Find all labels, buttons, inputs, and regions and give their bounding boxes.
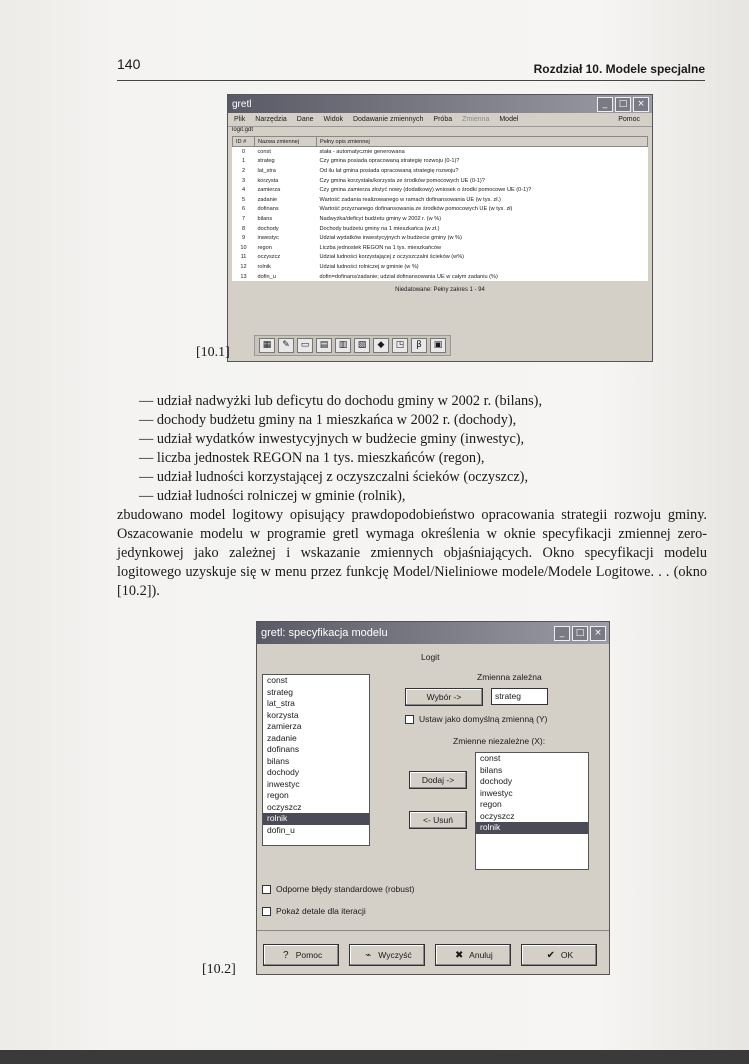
row-description: Wartość zadania realizowanego w ramach dofinansowania UE (w tys. zł.) <box>319 196 501 203</box>
cancel-icon: ✖ <box>454 949 464 961</box>
variable-table <box>232 136 648 281</box>
menu-dane[interactable]: Dane <box>296 116 314 123</box>
row-id: 8 <box>241 225 246 232</box>
menu-model[interactable]: Model <box>499 116 519 123</box>
ok-icon: ✔ <box>546 949 556 961</box>
bullet-rolnik: — udział ludności rolniczej w gminie (rolnik), <box>139 488 406 504</box>
list-item[interactable]: zadanie <box>267 732 297 743</box>
details-checkbox[interactable] <box>262 907 271 916</box>
table-row[interactable] <box>233 147 648 157</box>
toolbar <box>254 335 451 356</box>
dataset-name: logit.gdt <box>232 127 254 133</box>
dependent-variable-field[interactable]: strateg <box>491 688 548 705</box>
row-description: Wartość przyznanego dofinansowania ze środków pomocowych UE (w tys. zł) <box>319 206 513 213</box>
list-item[interactable]: dofinans <box>267 744 300 754</box>
beta-icon[interactable]: β <box>411 338 427 353</box>
clear-button[interactable] <box>349 944 425 966</box>
list-item[interactable]: dofin_u <box>267 824 295 835</box>
broom-icon: ⌁ <box>365 949 372 961</box>
table-icon[interactable]: ▣ <box>430 338 446 353</box>
list-item[interactable]: inwestyc <box>480 787 513 798</box>
status-bar: Niedatowane: Pełny zakres 1 - 94 <box>395 287 485 294</box>
dependent-label: Zmienna zależna <box>477 672 542 682</box>
row-description: stała - automatycznie generowana <box>319 148 405 155</box>
menu-widok[interactable]: Widok <box>323 116 343 123</box>
row-name: regon <box>257 244 272 251</box>
spec-minimize-button[interactable]: _ <box>554 626 570 641</box>
table-row[interactable] <box>233 253 648 263</box>
select-dependent-button[interactable]: Wybór -> <box>405 688 483 706</box>
model-spec-window <box>256 621 610 975</box>
help-icon: ? <box>282 949 289 961</box>
ok-button-label: OK <box>560 950 574 960</box>
row-name: dochody <box>257 225 279 232</box>
table-row[interactable] <box>233 243 648 253</box>
row-description: Liczba jednostek REGON na 1 tys. mieszkańców <box>319 244 442 251</box>
window-titlebar <box>228 95 652 113</box>
independent-variables-list[interactable] <box>475 752 589 870</box>
row-id: 10 <box>240 244 247 251</box>
graph-icon[interactable]: ▥ <box>335 338 351 353</box>
list-item[interactable]: dochody <box>480 776 513 786</box>
independent-label: Zmienne niezależne (X): <box>453 736 546 746</box>
details-checkbox-label: Pokaż detale dla iteracji <box>276 906 366 916</box>
console-icon[interactable]: ▭ <box>297 338 313 353</box>
separator <box>257 930 609 931</box>
list-item[interactable]: oczyszcz <box>480 810 515 821</box>
clear-button-label: Wyczyść <box>378 950 412 960</box>
table-row[interactable] <box>233 224 648 234</box>
list-item[interactable]: rolnik <box>476 822 588 834</box>
body-paragraph: zbudowano model logitowy opisujący prawdopodobieństwo opracowania strategii rozwoju gminy. Oszacowanie modelu w programie gretl wymaga określenia w oknie specyfikacji zmiennej zero-jedynkowej jako zależnej i wskazanie zmiennych objaśniających. Okno specyfikacji modelu logitowego uzyskuje się w menu przez funkcję Model/Nieliniowe modele/Modele Logitowe. . . (okno [10.2]). <box>117 507 707 599</box>
row-description: Od ilu lat gmina posiada opracowaną strategię rozwoju? <box>319 167 459 174</box>
spec-titlebar <box>257 622 609 644</box>
add-button[interactable]: Dodaj -> <box>409 771 467 789</box>
row-name: dofin_u <box>257 273 276 280</box>
close-button[interactable]: × <box>633 97 649 112</box>
row-id: 6 <box>241 206 246 213</box>
row-id: 11 <box>240 254 247 261</box>
row-description: dofin=dofinans/zadanie; udział dofinansowania UE w całym zadaniu (%) <box>319 273 498 280</box>
page-number: 140 <box>117 56 141 72</box>
table-row[interactable] <box>233 205 648 215</box>
row-name: const <box>257 148 271 155</box>
row-name: lat_stra <box>257 167 276 174</box>
ok-button[interactable] <box>521 944 597 966</box>
bullet-dochody: — dochody budżetu gminy na 1 mieszkańca w 2002 r. (dochody), <box>139 412 517 428</box>
list-item[interactable]: bilans <box>480 764 503 775</box>
chapter-title: Rozdział 10. Modele specjalne <box>533 62 705 76</box>
calculator-icon[interactable]: ▦ <box>259 338 275 353</box>
row-name: rolnik <box>257 263 271 270</box>
row-description: Czy gmina zamierza złożyć nowy (dodatkowy) wniosek o środki pomocowe UE (0-1)? <box>319 187 532 194</box>
row-id: 7 <box>241 215 246 222</box>
list-item[interactable]: oczyszcz <box>267 801 302 812</box>
row-id: 2 <box>241 167 246 174</box>
col-id[interactable]: ID # <box>233 137 255 147</box>
row-name: inwestyc <box>257 235 279 242</box>
menu-pomoc[interactable]: Pomoc <box>618 116 640 123</box>
table-row[interactable] <box>233 272 648 282</box>
row-id: 5 <box>241 196 246 203</box>
table-row[interactable] <box>233 233 648 243</box>
script-icon[interactable]: ✎ <box>278 338 294 353</box>
list-item[interactable]: rolnik <box>263 813 369 825</box>
row-id: 13 <box>240 273 247 280</box>
menu-dodawanie[interactable]: Dodawanie zmiennych <box>352 116 424 123</box>
available-variables-list[interactable] <box>262 674 370 846</box>
col-desc[interactable]: Pełny opis zmiennej <box>317 137 648 147</box>
remove-button[interactable]: <- Usuń <box>409 811 467 829</box>
table-row[interactable] <box>233 185 648 195</box>
gretl-main-window <box>227 94 653 362</box>
default-checkbox-label: Ustaw jako domyślną zmienną (Y) <box>419 714 548 724</box>
row-id: 4 <box>241 187 246 194</box>
bullet-inwestyc: — udział wydatków inwestycyjnych w budżecie gminy (inwestyc), <box>139 431 525 447</box>
default-checkbox-row[interactable] <box>405 714 548 724</box>
table-row[interactable] <box>233 195 648 205</box>
list-item[interactable]: regon <box>480 799 502 809</box>
figure-label-10-1: [10.1] <box>196 345 230 360</box>
row-id: 0 <box>241 148 246 155</box>
menu-zmienna[interactable]: Zmienna <box>462 116 490 123</box>
row-description: Udział ludności rolniczej w gminie (w %) <box>319 263 419 270</box>
row-name: strateg <box>257 158 275 165</box>
list-item[interactable]: strateg <box>267 686 293 697</box>
row-description: Czy gmina korzystała/korzysta ze środków pomocowych UE (0-1)? <box>319 177 485 184</box>
default-checkbox[interactable] <box>405 715 414 724</box>
menu-plik[interactable]: Plik <box>234 116 246 123</box>
row-description: Udział ludności korzystającej z oczyszczalni ścieków (w%) <box>319 254 465 261</box>
model-type-label: Logit <box>421 652 440 662</box>
menubar <box>228 113 652 127</box>
minimize-button[interactable]: _ <box>597 97 613 112</box>
list-item[interactable]: korzysta <box>267 709 299 720</box>
row-name: oczyszcz <box>257 254 281 261</box>
row-name: bilans <box>257 215 273 222</box>
bullet-bilans: — udział nadwyżki lub deficytu do dochodu gminy w 2002 r. (bilans), <box>139 393 543 409</box>
row-name: dofinans <box>257 206 279 213</box>
robust-checkbox-row[interactable] <box>262 884 414 894</box>
table-row[interactable] <box>233 262 648 272</box>
scan-edge <box>0 1050 749 1064</box>
robust-checkbox[interactable] <box>262 885 271 894</box>
table-row[interactable] <box>233 166 648 176</box>
table-row[interactable] <box>233 214 648 224</box>
list-item[interactable]: const <box>267 675 288 685</box>
bullet-oczyszcz: — udział ludności korzystającej z oczyszczalni ścieków (oczyszcz), <box>139 469 529 485</box>
row-id: 3 <box>241 177 246 184</box>
chart-icon[interactable]: ◳ <box>392 338 408 353</box>
list-item[interactable]: zamierza <box>267 721 302 731</box>
bullet-list <box>117 392 707 601</box>
cancel-button[interactable] <box>435 944 511 966</box>
list-item[interactable]: regon <box>267 790 289 800</box>
row-description: Czy gmina posiada opracowaną strategię rozwoju (0-1)? <box>319 158 460 165</box>
figure-label-10-2: [10.2] <box>202 962 236 977</box>
menu-narzedzia[interactable]: Narzędzia <box>255 116 287 123</box>
spec-maximize-button[interactable]: □ <box>572 626 588 641</box>
row-description: Nadwyżka/deficyt budżetu gminy w 2002 r. (w %) <box>319 215 442 222</box>
list-item[interactable]: lat_stra <box>267 698 295 708</box>
row-name: zadanie <box>257 196 278 203</box>
bullet-regon: — liczba jednostek REGON na 1 tys. mieszkańców (regon), <box>139 450 485 466</box>
session-icon[interactable]: ▤ <box>316 338 332 353</box>
cancel-button-label: Anuluj <box>469 950 493 960</box>
list-item[interactable]: const <box>480 753 501 763</box>
diamond-icon[interactable]: ◆ <box>373 338 389 353</box>
model-icon[interactable]: ▧ <box>354 338 370 353</box>
row-name: korzysta <box>257 177 279 184</box>
list-item[interactable]: inwestyc <box>267 778 300 789</box>
spec-close-button[interactable]: × <box>590 626 606 641</box>
menu-proba[interactable]: Próba <box>433 116 453 123</box>
row-description: Dochody budżetu gminy na 1 mieszkańca (w zł.) <box>319 225 440 232</box>
row-description: Udział wydatków inwestycyjnych w budżecie gminy (w %) <box>319 235 462 242</box>
help-button[interactable] <box>263 944 339 966</box>
row-name: zamierza <box>257 187 281 194</box>
window-title: gretl <box>232 98 252 110</box>
help-button-label: Pomoc <box>295 950 323 960</box>
list-item[interactable]: dochody <box>267 767 300 777</box>
table-row[interactable] <box>233 176 648 186</box>
header-rule <box>117 80 705 81</box>
col-name[interactable]: Nazwa zmiennej <box>255 137 317 147</box>
maximize-button[interactable]: □ <box>615 97 631 112</box>
table-row[interactable] <box>233 157 648 167</box>
details-checkbox-row[interactable] <box>262 906 366 916</box>
row-id: 9 <box>241 235 246 242</box>
robust-checkbox-label: Odporne błędy standardowe (robust) <box>276 884 415 894</box>
spec-window-title: gretl: specyfikacja modelu <box>261 627 388 639</box>
list-item[interactable]: bilans <box>267 755 290 766</box>
row-id: 1 <box>241 158 246 165</box>
row-id: 12 <box>240 263 247 270</box>
